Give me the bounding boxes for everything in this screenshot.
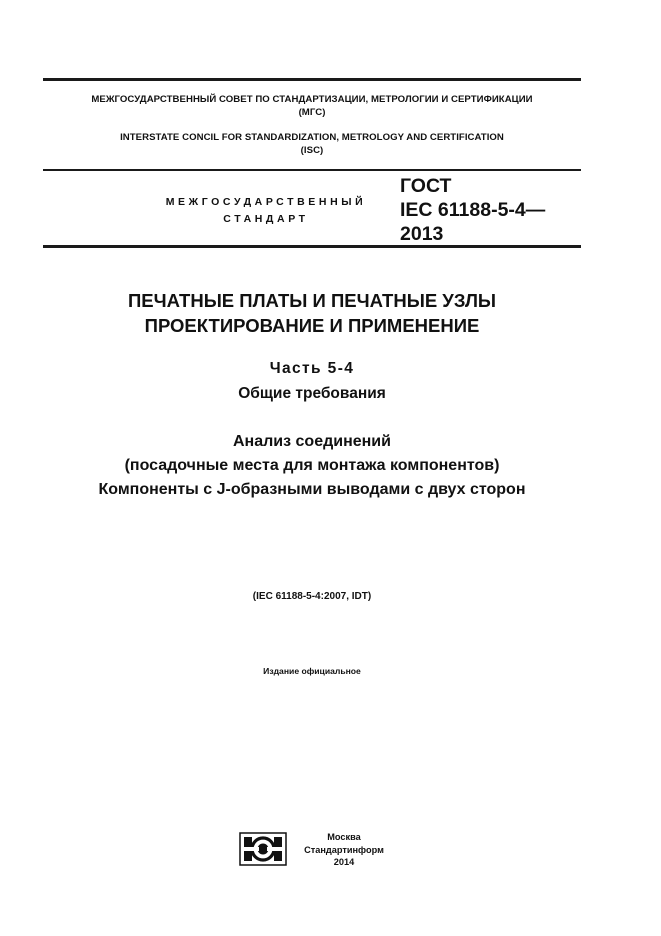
standartinform-logo-icon xyxy=(239,832,287,866)
council-ru xyxy=(43,93,581,119)
part-subtitle: Общие требования xyxy=(238,385,386,402)
council-en-name: INTERSTATE CONCIL FOR STANDARDIZATION, METROLOGY AND CERTIFICATION xyxy=(120,132,504,143)
council-ru-name: МЕЖГОСУДАРСТВЕННЫЙ СОВЕТ ПО СТАНДАРТИЗАЦИИ, МЕТРОЛОГИИ И СЕРТИФИКАЦИИ xyxy=(91,94,533,105)
standard-type xyxy=(150,194,382,228)
publisher-city: Москва xyxy=(327,832,361,842)
gost-line3: 2013 xyxy=(400,223,444,245)
publisher-year: 2014 xyxy=(333,857,355,867)
subtitle-line2: (посадочные места для монтажа компонентов) xyxy=(124,457,500,474)
subtitle-line3: Компоненты с J-образными выводами с двух сторон xyxy=(98,481,526,498)
title-line2: ПРОЕКТИРОВАНИЕ И ПРИМЕНЕНИЕ xyxy=(144,315,480,336)
part-number: Часть 5-4 xyxy=(269,360,355,377)
gost-line2: IEC 61188-5-4— xyxy=(400,199,546,221)
publisher-name: Стандартинформ xyxy=(304,844,384,855)
standard-type-line2: СТАНДАРТ xyxy=(223,213,309,225)
subtitle-line1: Анализ соединений xyxy=(233,433,391,450)
title-line1: ПЕЧАТНЫЕ ПЛАТЫ И ПЕЧАТНЫЕ УЗЛЫ xyxy=(127,290,497,311)
council-en xyxy=(43,131,581,157)
document-subtitle xyxy=(23,430,601,502)
publisher-block xyxy=(292,831,396,869)
top-rule xyxy=(43,78,581,81)
council-en-abbr: (ISC) xyxy=(300,145,324,156)
council-ru-abbr: (МГС) xyxy=(298,107,326,118)
gost-designation xyxy=(400,174,545,246)
edition-note: Издание официальное xyxy=(263,666,361,676)
standard-type-line1: МЕЖГОСУДАРСТВЕННЫЙ xyxy=(165,196,367,208)
identity-reference: (IEC 61188-5-4:2007, IDT) xyxy=(252,591,372,602)
middle-rule xyxy=(43,169,581,171)
gost-line1: ГОСТ xyxy=(400,175,452,197)
document-title xyxy=(43,288,581,338)
bottom-rule xyxy=(43,245,581,248)
